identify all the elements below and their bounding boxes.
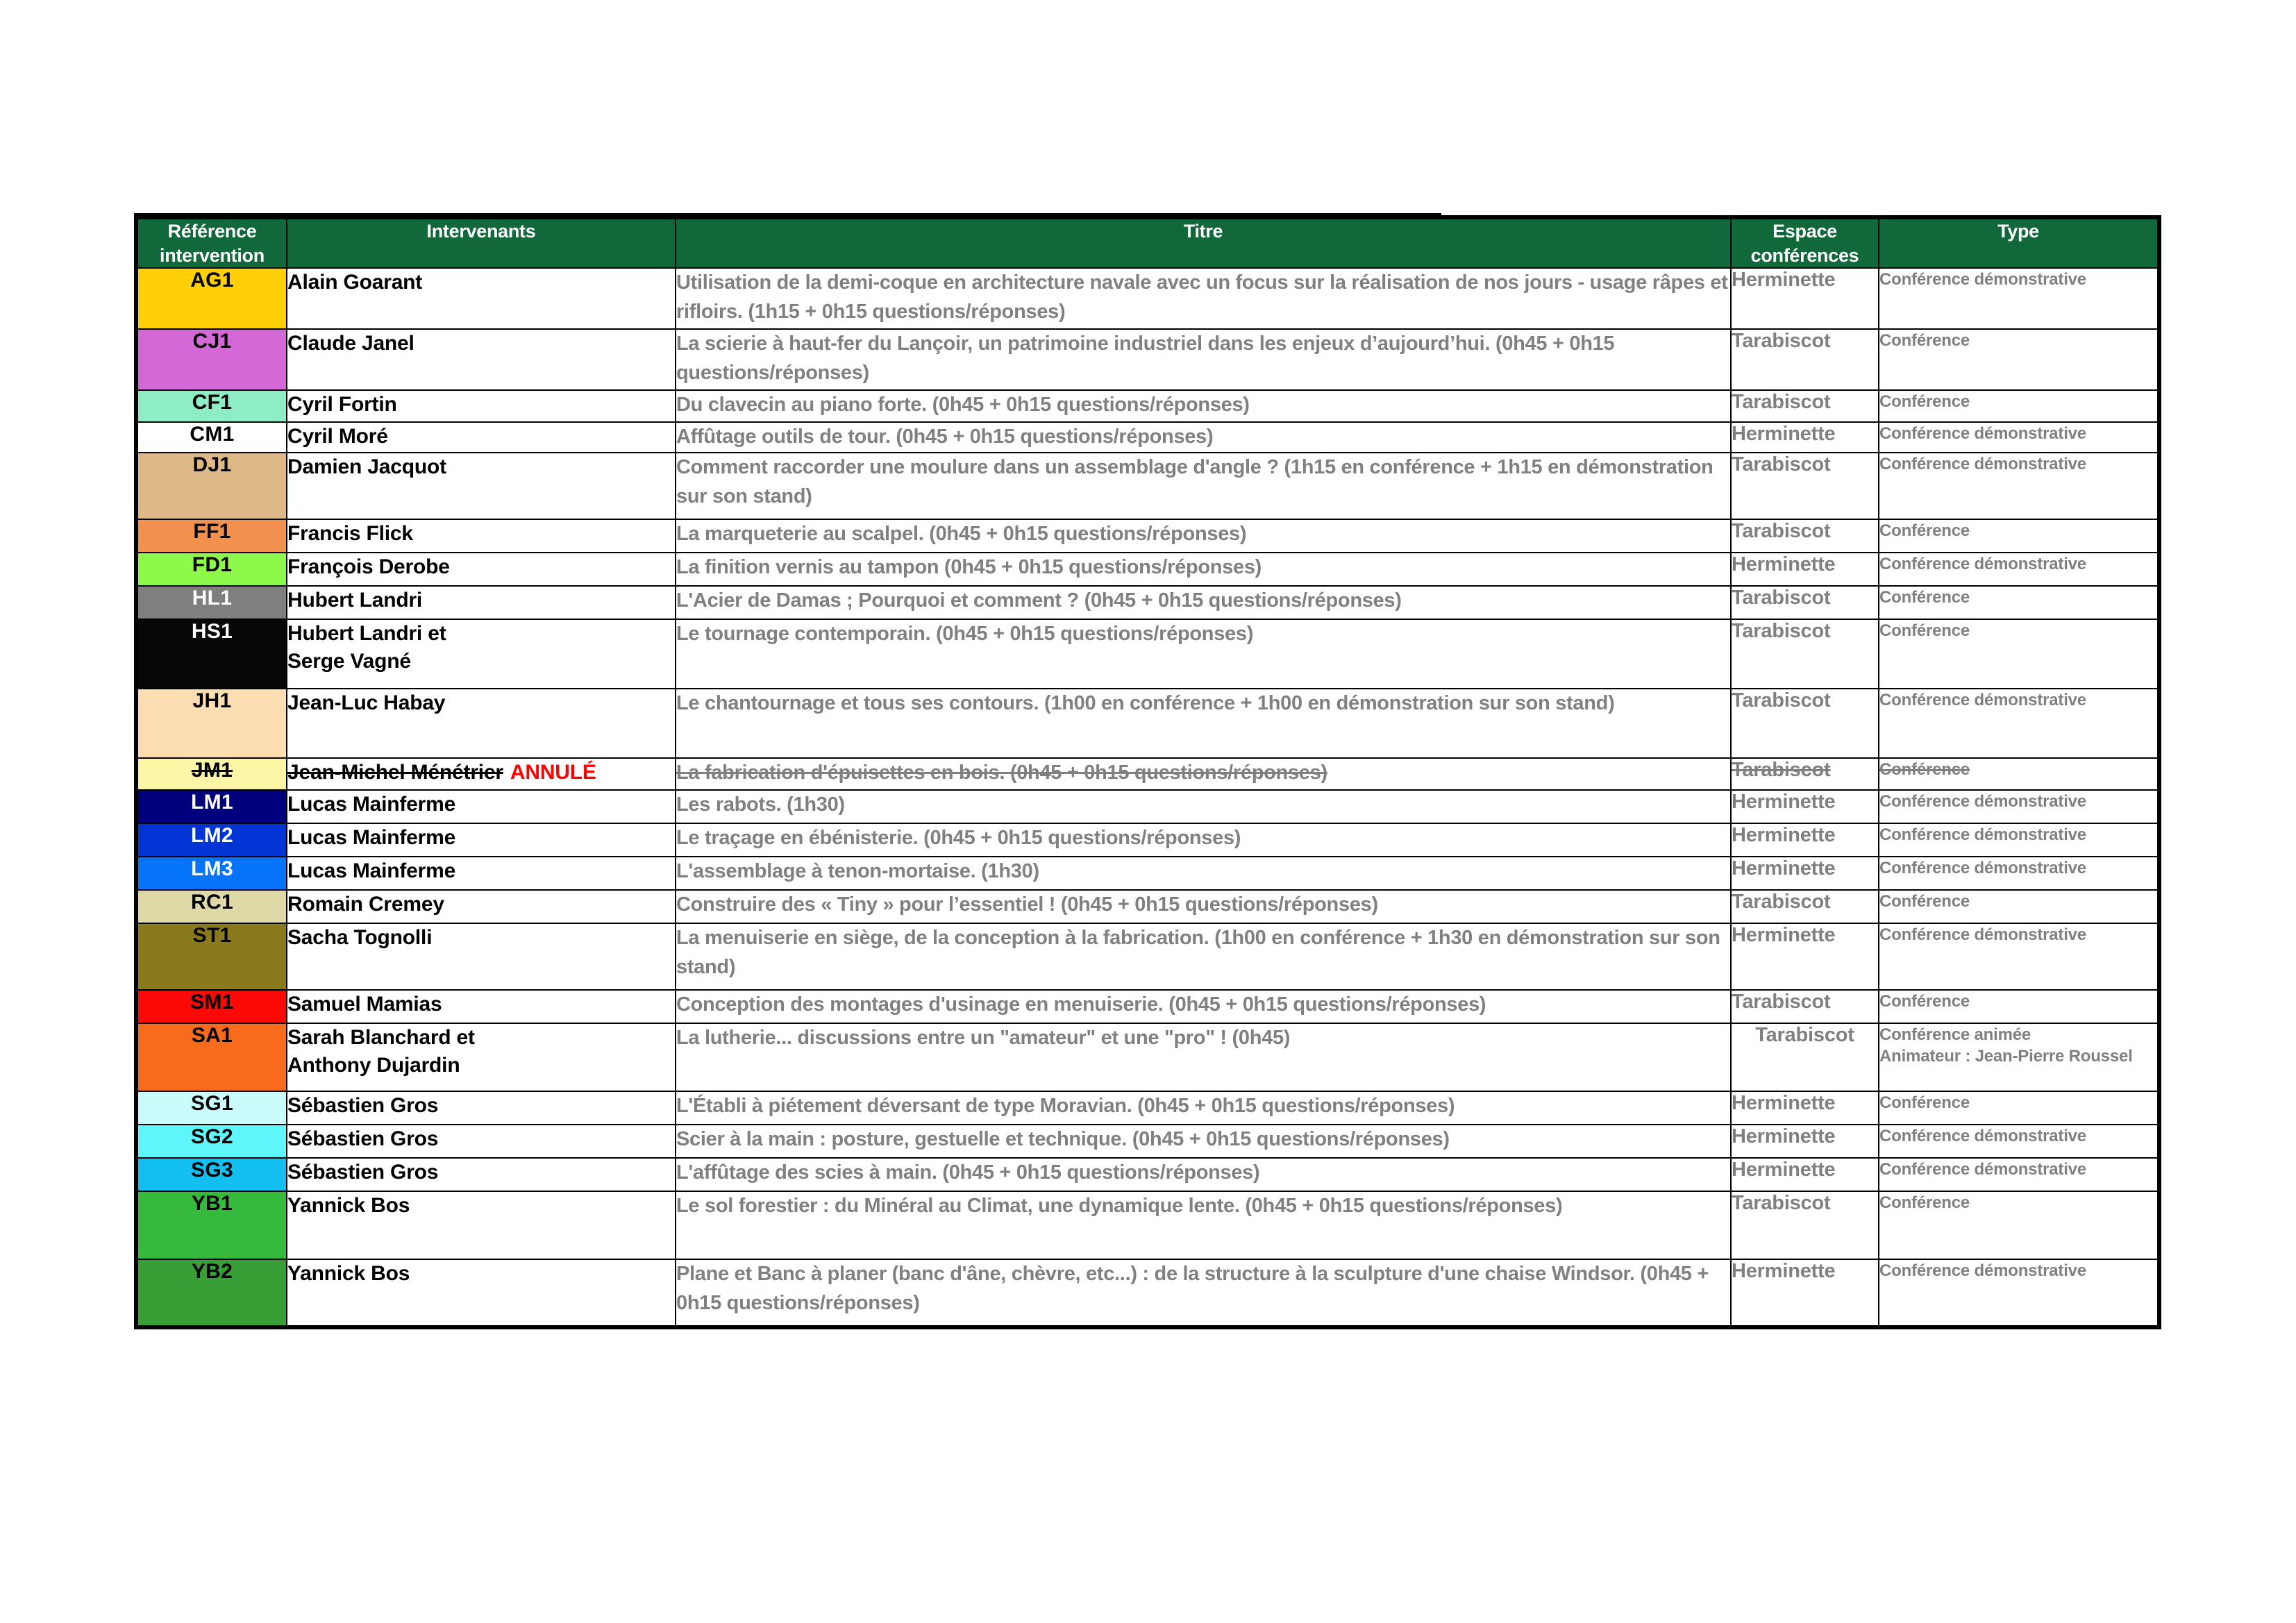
reference-code: FF1 [193, 520, 231, 544]
cell-titre [676, 790, 1731, 823]
conference-title: Comment raccorder une moulure dans un assemblage d'angle ? (1h15 en conférence + 1h15 en démonstration sur son stand) [676, 456, 1713, 507]
conference-schedule-table [134, 215, 2161, 1329]
cell-intervenants [287, 890, 676, 923]
conference-title: L'Établi à piétement déversant de type Moravian. (0h45 + 0h15 questions/réponses) [676, 1095, 1455, 1118]
cell-titre [676, 1259, 1731, 1327]
conference-type: Conférence démonstrative [1879, 455, 2086, 474]
conference-type: Conférence animée Animateur : Jean-Pierre Roussel [1879, 1025, 2133, 1066]
reference-code: CF1 [192, 391, 233, 414]
table-row [136, 857, 2159, 890]
venue-name: Tarabiscot [1732, 991, 1831, 1014]
reference-code: LM3 [191, 857, 233, 881]
cell-type [1879, 1259, 2159, 1327]
cell-titre [676, 1158, 1731, 1191]
conference-type: Conférence démonstrative [1879, 1261, 2086, 1281]
speaker-name: Sébastien Gros [287, 1094, 439, 1118]
table-row [136, 1191, 2159, 1259]
cell-type [1879, 1191, 2159, 1259]
table-row [136, 553, 2159, 586]
cell-reference [136, 619, 287, 689]
cell-intervenants [287, 1125, 676, 1158]
cell-reference [136, 1023, 287, 1091]
cell-titre [676, 1023, 1731, 1091]
cell-titre [676, 857, 1731, 890]
cell-espace-conferences [1731, 1125, 1879, 1158]
cell-reference [136, 857, 287, 890]
venue-name: Herminette [1732, 824, 1836, 847]
cell-intervenants [287, 519, 676, 553]
reference-code: FD1 [192, 553, 233, 577]
table-row [136, 689, 2159, 758]
cell-espace-conferences [1731, 519, 1879, 553]
conference-title: La scierie à haut-fer du Lançoir, un patrimoine industriel dans les enjeux d’aujourd’hui. (0h45 + 0h15 questions/réponses) [676, 333, 1615, 384]
cell-titre [676, 586, 1731, 619]
cell-type [1879, 990, 2159, 1023]
venue-name: Tarabiscot [1732, 891, 1831, 914]
column-header-espace: Espace conférences [1731, 217, 1879, 268]
conference-title: La finition vernis au tampon (0h45 + 0h15 questions/réponses) [676, 556, 1262, 579]
cell-espace-conferences [1731, 1023, 1879, 1091]
conference-type: Conférence [1879, 760, 1970, 780]
cell-type [1879, 758, 2159, 790]
conference-type: Conférence démonstrative [1879, 270, 2086, 289]
reference-code: ST1 [192, 924, 232, 948]
cell-titre [676, 519, 1731, 553]
table-row [136, 1158, 2159, 1191]
cell-intervenants [287, 1091, 676, 1125]
conference-type: Conférence [1879, 1193, 1970, 1213]
reference-code: SG1 [191, 1092, 233, 1116]
conference-schedule-container [134, 215, 2157, 1329]
reference-code: YB2 [191, 1260, 233, 1284]
cell-reference [136, 422, 287, 453]
cell-reference [136, 890, 287, 923]
table-row [136, 990, 2159, 1023]
cell-type [1879, 586, 2159, 619]
cell-intervenants [287, 453, 676, 519]
cell-titre [676, 329, 1731, 390]
conference-title: Le sol forestier : du Minéral au Climat, une dynamique lente. (0h45 + 0h15 questions/réponses) [676, 1195, 1563, 1218]
venue-name: Herminette [1732, 1125, 1836, 1148]
reference-code: AG1 [190, 269, 234, 292]
reference-code: LM2 [191, 824, 233, 848]
venue-name: Tarabiscot [1732, 520, 1831, 543]
cell-titre [676, 1091, 1731, 1125]
table-header [136, 217, 2159, 268]
header-row [136, 217, 2159, 268]
cell-type [1879, 422, 2159, 453]
cell-titre [676, 990, 1731, 1023]
reference-code: SG3 [191, 1159, 233, 1182]
cell-intervenants [287, 857, 676, 890]
conference-type: Conférence démonstrative [1879, 925, 2086, 945]
cell-espace-conferences [1731, 453, 1879, 519]
cell-espace-conferences [1731, 553, 1879, 586]
venue-name: Herminette [1732, 1260, 1836, 1283]
cell-titre [676, 890, 1731, 923]
venue-name: Herminette [1732, 791, 1836, 814]
speaker-name: Sarah Blanchard et Anthony Dujardin [287, 1026, 475, 1077]
cell-espace-conferences [1731, 1091, 1879, 1125]
conference-type: Conférence démonstrative [1879, 1127, 2086, 1146]
table-row [136, 1125, 2159, 1158]
speaker-name: Romain Cremey [287, 893, 444, 916]
cell-type [1879, 390, 2159, 422]
table-body [136, 268, 2159, 1327]
conference-title: La fabrication d'épuisettes en bois. (0h45 + 0h15 questions/réponses) [676, 762, 1327, 784]
speaker-name: Sacha Tognolli [287, 926, 433, 950]
speaker-name: Hubert Landri [287, 589, 423, 612]
reference-code: DJ1 [192, 453, 232, 477]
conference-title: La lutherie... discussions entre un "amateur" et une "pro" ! (0h45) [676, 1027, 1291, 1050]
table-row [136, 619, 2159, 689]
conference-type: Conférence [1879, 992, 1970, 1011]
reference-code: LM1 [191, 791, 233, 814]
cell-reference [136, 1191, 287, 1259]
conference-type: Conférence démonstrative [1879, 424, 2086, 444]
cell-intervenants [287, 329, 676, 390]
cell-intervenants [287, 390, 676, 422]
cell-titre [676, 422, 1731, 453]
cell-intervenants [287, 758, 676, 790]
cell-intervenants [287, 923, 676, 990]
cell-reference [136, 390, 287, 422]
conference-type: Conférence démonstrative [1879, 792, 2086, 812]
cell-titre [676, 689, 1731, 758]
reference-code: CJ1 [192, 330, 232, 353]
cell-espace-conferences [1731, 586, 1879, 619]
cell-titre [676, 268, 1731, 329]
cell-espace-conferences [1731, 390, 1879, 422]
reference-code: HL1 [192, 587, 233, 610]
cell-type [1879, 1023, 2159, 1091]
reference-code: SM1 [190, 991, 234, 1014]
reference-code: RC1 [191, 891, 233, 914]
cell-espace-conferences [1731, 1259, 1879, 1327]
speaker-name: Alain Goarant [287, 271, 423, 294]
cell-espace-conferences [1731, 857, 1879, 890]
reference-code: JH1 [192, 689, 232, 713]
conference-type: Conférence [1879, 588, 1970, 607]
venue-name: Tarabiscot [1732, 620, 1831, 643]
venue-name: Tarabiscot [1732, 759, 1831, 782]
cell-intervenants [287, 1158, 676, 1191]
reference-code: HS1 [191, 620, 233, 644]
table-row [136, 422, 2159, 453]
conference-type: Conférence démonstrative [1879, 825, 2086, 845]
cell-reference [136, 790, 287, 823]
speaker-name: Jean-Michel Ménétrier [287, 761, 503, 784]
conference-type: Conférence [1879, 1093, 1970, 1113]
speaker-name: Yannick Bos [287, 1262, 410, 1286]
cell-reference [136, 453, 287, 519]
speaker-name: Yannick Bos [287, 1194, 410, 1218]
cell-intervenants [287, 990, 676, 1023]
cell-titre [676, 923, 1731, 990]
conference-title: Le tournage contemporain. (0h45 + 0h15 questions/réponses) [676, 623, 1254, 646]
cell-type [1879, 790, 2159, 823]
conference-title: Conception des montages d'usinage en menuiserie. (0h45 + 0h15 questions/réponses) [676, 993, 1486, 1016]
speaker-name: Lucas Mainferme [287, 859, 456, 883]
conference-type: Conférence démonstrative [1879, 1160, 2086, 1179]
cell-type [1879, 823, 2159, 857]
cell-intervenants [287, 1259, 676, 1327]
table-row [136, 390, 2159, 422]
table-row [136, 1091, 2159, 1125]
cell-intervenants [287, 422, 676, 453]
conference-title: Du clavecin au piano forte. (0h45 + 0h15 questions/réponses) [676, 394, 1250, 417]
cell-reference [136, 758, 287, 790]
cell-espace-conferences [1731, 990, 1879, 1023]
reference-code: YB1 [191, 1192, 233, 1216]
table-row [136, 890, 2159, 923]
cell-espace-conferences [1731, 1191, 1879, 1259]
cell-reference [136, 823, 287, 857]
column-header-titre: Titre [676, 217, 1731, 268]
venue-name: Tarabiscot [1732, 587, 1831, 609]
cell-type [1879, 857, 2159, 890]
speaker-name: François Derobe [287, 555, 450, 579]
cell-titre [676, 823, 1731, 857]
conference-type: Conférence démonstrative [1879, 555, 2086, 574]
venue-name: Herminette [1732, 857, 1836, 880]
venue-name: Herminette [1732, 553, 1836, 576]
cell-type [1879, 689, 2159, 758]
conference-type: Conférence démonstrative [1879, 859, 2086, 878]
cell-espace-conferences [1731, 689, 1879, 758]
cancelled-badge: ANNULÉ [510, 761, 596, 784]
column-header-reference: Référence intervention [136, 217, 287, 268]
venue-name: Tarabiscot [1755, 1024, 1854, 1047]
conference-type: Conférence [1879, 331, 1970, 351]
speaker-name: Lucas Mainferme [287, 826, 456, 850]
cell-intervenants [287, 586, 676, 619]
cell-reference [136, 689, 287, 758]
conference-title: Plane et Banc à planer (banc d'âne, chèvre, etc...) : de la structure à la sculpture d'une chaise Windsor. (0h45 + 0h15 questions/réponses) [676, 1263, 1709, 1314]
conference-title: Scier à la main : posture, gestuelle et technique. (0h45 + 0h15 questions/réponses) [676, 1128, 1450, 1151]
cell-reference [136, 553, 287, 586]
cell-reference [136, 1158, 287, 1191]
table-row [136, 1259, 2159, 1327]
conference-title: L'affûtage des scies à main. (0h45 + 0h15 questions/réponses) [676, 1161, 1260, 1184]
conference-title: La menuiserie en siège, de la conception à la fabrication. (1h00 en conférence + 1h30 en démonstration sur son stand) [676, 927, 1720, 978]
reference-code: SG2 [191, 1125, 233, 1149]
cell-reference [136, 1091, 287, 1125]
cell-type [1879, 1125, 2159, 1158]
cell-type [1879, 268, 2159, 329]
conference-type: Conférence [1879, 392, 1970, 412]
table-row [136, 586, 2159, 619]
cell-type [1879, 1091, 2159, 1125]
cell-titre [676, 1191, 1731, 1259]
table-row [136, 329, 2159, 390]
cell-intervenants [287, 1191, 676, 1259]
table-row [136, 1023, 2159, 1091]
conference-type: Conférence [1879, 521, 1970, 541]
conference-title: Utilisation de la demi-coque en architecture navale avec un focus sur la réalisation de nos jours - usage râpes et rifloirs. (1h15 + 0h15 questions/réponses) [676, 271, 1728, 323]
conference-title: L'assemblage à tenon-mortaise. (1h30) [676, 860, 1039, 883]
table-row [136, 268, 2159, 329]
table-row [136, 790, 2159, 823]
speaker-name: Hubert Landri et Serge Vagné [287, 622, 446, 673]
cell-espace-conferences [1731, 890, 1879, 923]
cell-type [1879, 553, 2159, 586]
conference-title: L'Acier de Damas ; Pourquoi et comment ? (0h45 + 0h15 questions/réponses) [676, 589, 1402, 612]
cell-reference [136, 923, 287, 990]
cell-espace-conferences [1731, 329, 1879, 390]
cell-intervenants [287, 790, 676, 823]
speaker-name: Francis Flick [287, 522, 413, 546]
cell-titre [676, 453, 1731, 519]
speaker-name: Samuel Mamias [287, 993, 442, 1016]
conference-type: Conférence [1879, 892, 1970, 911]
cell-espace-conferences [1731, 823, 1879, 857]
cell-intervenants [287, 619, 676, 689]
venue-name: Tarabiscot [1732, 1192, 1831, 1215]
cell-type [1879, 619, 2159, 689]
cell-type [1879, 890, 2159, 923]
cell-espace-conferences [1731, 758, 1879, 790]
cell-intervenants [287, 268, 676, 329]
venue-name: Herminette [1732, 924, 1836, 947]
cell-type [1879, 329, 2159, 390]
cell-reference [136, 519, 287, 553]
conference-title: Affûtage outils de tour. (0h45 + 0h15 questions/réponses) [676, 426, 1214, 448]
reference-code: SA1 [191, 1024, 233, 1048]
cell-intervenants [287, 1023, 676, 1091]
cell-espace-conferences [1731, 619, 1879, 689]
table-row [136, 519, 2159, 553]
cell-intervenants [287, 823, 676, 857]
cell-espace-conferences [1731, 1158, 1879, 1191]
speaker-name: Damien Jacquot [287, 455, 446, 479]
cell-reference [136, 1259, 287, 1327]
venue-name: Tarabiscot [1732, 330, 1831, 353]
cell-intervenants [287, 689, 676, 758]
cell-espace-conferences [1731, 268, 1879, 329]
reference-code: JM1 [191, 759, 233, 782]
venue-name: Herminette [1732, 1092, 1836, 1115]
conference-type: Conférence démonstrative [1879, 691, 2086, 710]
venue-name: Herminette [1732, 1159, 1836, 1181]
cell-espace-conferences [1731, 923, 1879, 990]
column-header-intervenants: Intervenants [287, 217, 676, 268]
table-row [136, 823, 2159, 857]
cell-reference [136, 990, 287, 1023]
cell-reference [136, 1125, 287, 1158]
conference-type: Conférence [1879, 621, 1970, 641]
cell-type [1879, 453, 2159, 519]
venue-name: Tarabiscot [1732, 689, 1831, 712]
speaker-name: Cyril Fortin [287, 393, 397, 417]
venue-name: Tarabiscot [1732, 391, 1831, 414]
cell-titre [676, 758, 1731, 790]
conference-title: Le chantournage et tous ses contours. (1h00 en conférence + 1h00 en démonstration sur son stand) [676, 692, 1615, 715]
venue-name: Tarabiscot [1732, 453, 1831, 476]
cell-type [1879, 923, 2159, 990]
venue-name: Herminette [1732, 423, 1836, 446]
speaker-name: Lucas Mainferme [287, 793, 456, 816]
cell-titre [676, 390, 1731, 422]
cell-reference [136, 586, 287, 619]
speaker-name: Cyril Moré [287, 425, 388, 448]
column-header-type: Type [1879, 217, 2159, 268]
venue-name: Herminette [1732, 269, 1836, 292]
speaker-name: Claude Janel [287, 332, 414, 355]
speaker-name: Jean-Luc Habay [287, 691, 446, 715]
cell-titre [676, 553, 1731, 586]
conference-title: Construire des « Tiny » pour l’essentiel ! (0h45 + 0h15 questions/réponses) [676, 893, 1378, 916]
cell-espace-conferences [1731, 790, 1879, 823]
cell-reference [136, 329, 287, 390]
speaker-name: Sébastien Gros [287, 1127, 439, 1151]
cell-intervenants [287, 553, 676, 586]
conference-title: La marqueterie au scalpel. (0h45 + 0h15 questions/réponses) [676, 523, 1247, 546]
conference-title: Les rabots. (1h30) [676, 793, 845, 816]
reference-code: CM1 [190, 423, 235, 446]
conference-title: Le traçage en ébénisterie. (0h45 + 0h15 questions/réponses) [676, 827, 1241, 850]
cell-titre [676, 619, 1731, 689]
speaker-name: Sébastien Gros [287, 1161, 439, 1184]
table-row [136, 923, 2159, 990]
table-row [136, 758, 2159, 790]
table-row [136, 453, 2159, 519]
cell-espace-conferences [1731, 422, 1879, 453]
cell-titre [676, 1125, 1731, 1158]
cell-type [1879, 519, 2159, 553]
cell-reference [136, 268, 287, 329]
cell-type [1879, 1158, 2159, 1191]
